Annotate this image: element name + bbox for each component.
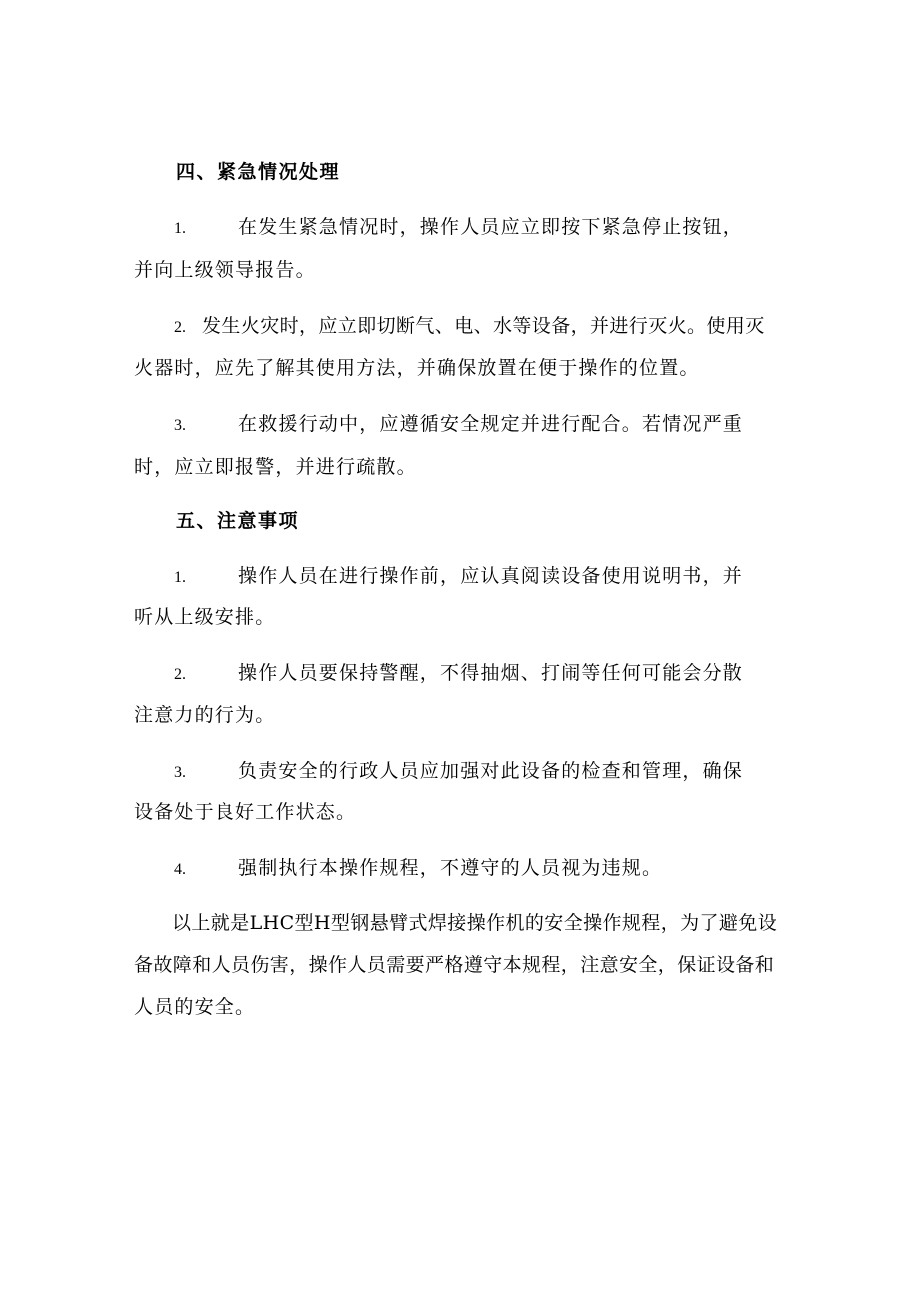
item-number: 4. xyxy=(174,861,186,878)
item-number: 2. xyxy=(174,319,186,336)
item-text-line2: 设备处于良好工作状态。 xyxy=(134,801,357,823)
item-text-line2: 注意力的行为。 xyxy=(134,704,276,726)
item-number: 3. xyxy=(174,764,186,781)
item-text-line1: 发生火灾时，应立即切断气、电、水等设备，并进行灭火。使用灭 xyxy=(202,315,765,337)
item-text-line1: 在救援行动中，应遵循安全规定并进行配合。若情况严重 xyxy=(238,413,744,435)
item-number: 2. xyxy=(174,666,186,683)
conclusion-line2: 备故障和人员伤害，操作人员需要严格遵守本规程，注意安全，保证设备和 xyxy=(134,954,775,976)
item-text-line2: 时，应立即报警，并进行疏散。 xyxy=(134,456,417,478)
section-heading-notes: 五、注意事项 xyxy=(176,510,300,532)
item-number: 3. xyxy=(174,417,186,434)
item-number: 1. xyxy=(174,569,186,586)
conclusion-line1: 以上就是LHC型H型钢悬臂式焊接操作机的安全操作规程，为了避免设 xyxy=(172,912,778,934)
item-text-line1: 操作人员要保持警醒，不得抽烟、打闹等任何可能会分散 xyxy=(238,662,744,684)
item-text-line2: 听从上级安排。 xyxy=(134,606,276,628)
conclusion-line3: 人员的安全。 xyxy=(134,996,256,1018)
item-text-line2: 火器时，应先了解其使用方法，并确保放置在便于操作的位置。 xyxy=(134,357,700,379)
item-text-line1: 负责安全的行政人员应加强对此设备的检查和管理，确保 xyxy=(238,760,744,782)
item-text-line2: 并向上级领导报告。 xyxy=(134,259,316,281)
item-text-line1: 在发生紧急情况时，操作人员应立即按下紧急停止按钮， xyxy=(238,216,744,238)
item-text-line1: 操作人员在进行操作前，应认真阅读设备使用说明书，并 xyxy=(238,565,744,587)
section-heading-emergency: 四、紧急情况处理 xyxy=(176,161,341,183)
item-number: 1. xyxy=(174,220,186,237)
item-text-line1: 强制执行本操作规程，不遵守的人员视为违规。 xyxy=(238,857,663,879)
